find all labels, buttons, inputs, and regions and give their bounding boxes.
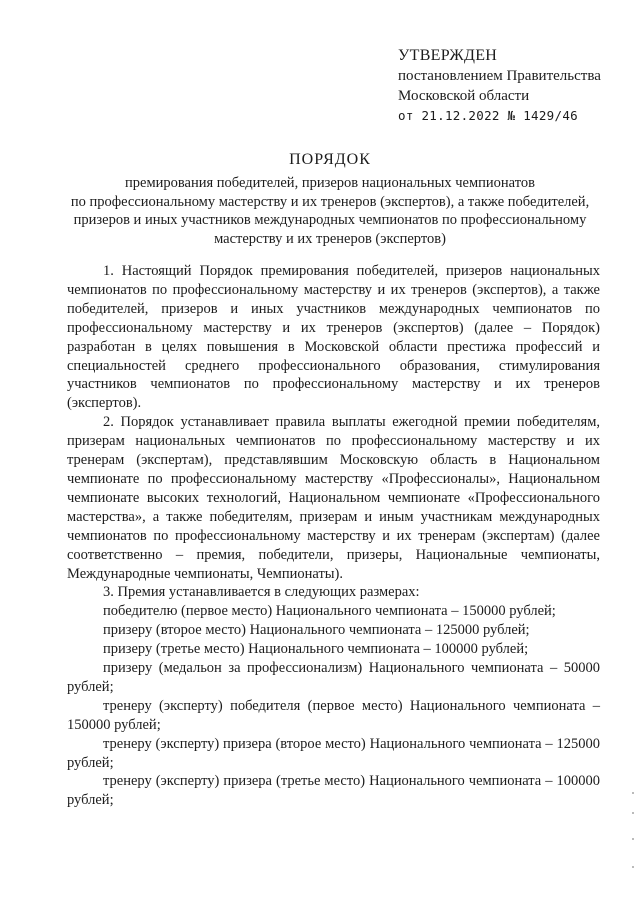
approval-heading: УТВЕРЖДЕН	[398, 47, 498, 64]
paragraph: 1. Настоящий Порядок премирования победителей, призеров национальных чемпионатов по профессиональному мастерству и их тренеров (экспертов), а также победителей, призеров и иных участников международных чемпионатов по профессиональному мастерству и их тренеров (экспертов) (далее – Порядок) разработан в целях повышения в Московской области престижа профессий и специальностей среднего профессионального образования, стимулирования участников чемпионатов по профессиональному мастерству и их тренеров (экспертов).	[67, 263, 600, 412]
approval-date: от 21.12.2022 № 1429/46	[398, 108, 578, 123]
title-subtitle-line: мастерству и их тренеров (экспертов)	[214, 230, 446, 247]
paragraph: 2. Порядок устанавливает правила выплаты ежегодной премии победителям, призерам национальных чемпионатов по профессиональному мастерству и их тренерам (экспертам), представлявшим Московскую область в Национальном чемпионате по профессиональному мастерству «Профессионалы», Национальном чемпионате высоких технологий, Национальном чемпионате «Профессионального мастерства», а также победителям, призерам и иным участникам международных чемпионатов по профессиональному мастерству и их тренерам (экспертам) (далее соответственно – премия, победители, призеры, Национальные чемпионаты, Международные чемпионаты, Чемпионаты).	[67, 414, 600, 582]
approval-line: Московской области	[398, 88, 530, 104]
title-subtitle-line: по профессиональному мастерству и их тренеров (экспертов), а также победителей,	[70, 193, 590, 210]
title-heading: ПОРЯДОК	[289, 151, 371, 168]
paragraph: победителю (первое место) Национального чемпионата – 150000 рублей;	[103, 603, 556, 620]
document-body	[67, 262, 600, 810]
scan-speck	[632, 866, 634, 868]
paragraph: призеру (второе место) Национального чемпионата – 125000 рублей;	[103, 622, 530, 639]
scan-speck	[632, 792, 634, 794]
paragraph: тренеру (эксперту) победителя (первое место) Национального чемпионата – 150000 рублей;	[67, 697, 600, 733]
title-subtitle-line: премирования победителей, призеров национальных чемпионатов	[125, 175, 535, 191]
scan-speck	[632, 838, 634, 840]
paragraph: тренеру (эксперту) призера (третье место) Национального чемпионата – 100000 рублей;	[67, 773, 600, 809]
paragraph: 3. Премия устанавливается в следующих размерах:	[103, 584, 420, 601]
approval-stamp	[398, 46, 601, 126]
paragraph: призеру (третье место) Национального чемпионата – 100000 рублей;	[103, 641, 529, 658]
scan-speck	[632, 812, 634, 814]
paragraph: тренеру (эксперту) призера (второе место) Национального чемпионата – 125000 рублей;	[67, 735, 600, 771]
approval-line: постановлением Правительства	[398, 68, 601, 84]
document-title	[60, 150, 600, 248]
paragraph: призеру (медальон за профессионализм) Национального чемпионата – 50000 рублей;	[67, 660, 600, 695]
title-subtitle-line: призеров и иных участников международных чемпионатов по профессиональному	[73, 212, 587, 228]
